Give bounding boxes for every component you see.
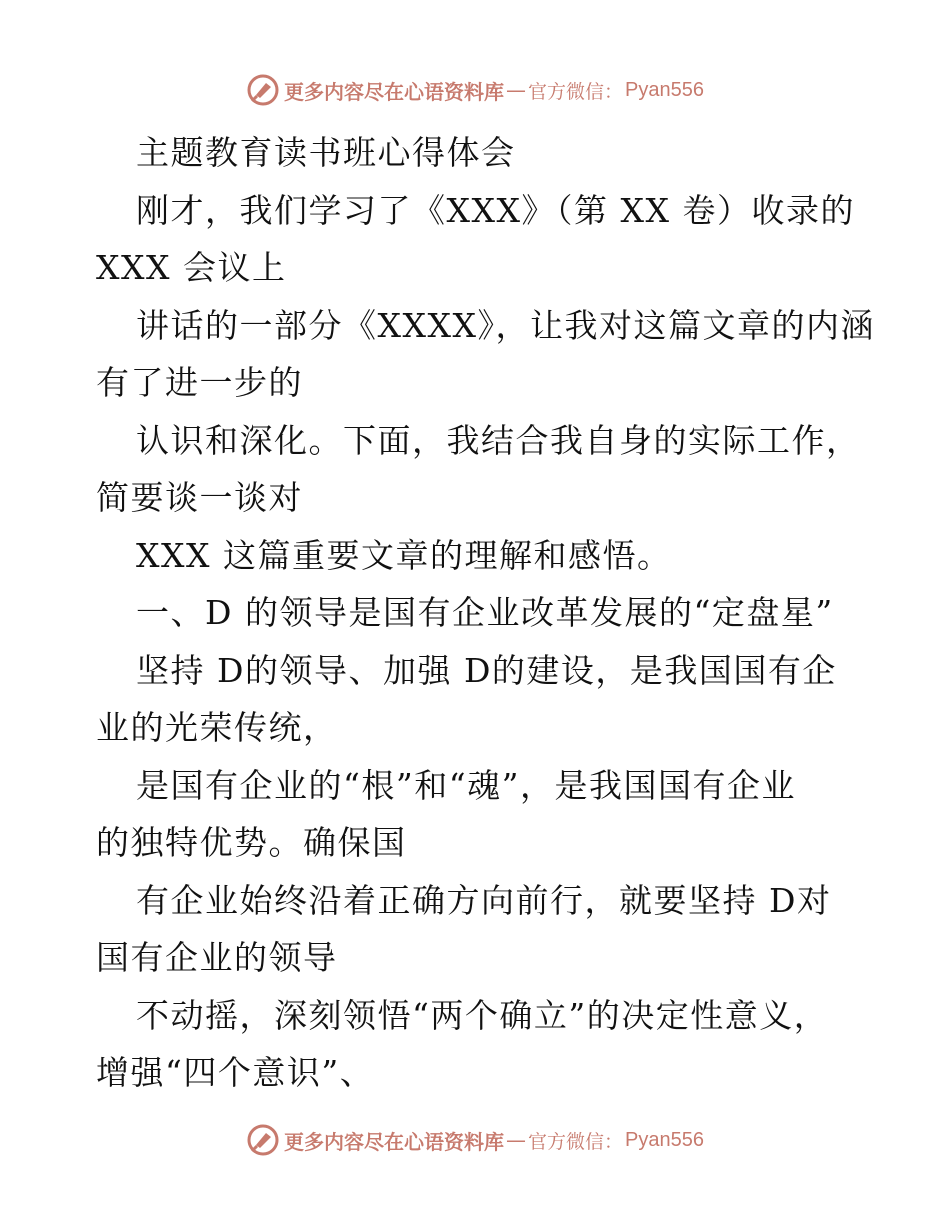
watermark-official-label: 官方微信： — [528, 1130, 624, 1153]
footer-watermark — [0, 1120, 950, 1160]
text-line: 增强“四个意识”、 — [96, 1053, 375, 1092]
watermark-dash: — — [506, 78, 526, 102]
text-line: 一、D 的领导是国有企业改革发展的“定盘星” — [136, 593, 834, 632]
pen-nib-logo-icon — [246, 1123, 280, 1157]
text-line: 国有企业的领导 — [96, 938, 338, 977]
watermark-wechat-id: Pyan556 — [625, 78, 704, 101]
text-line: 的独特优势。确保国 — [96, 823, 407, 862]
watermark-dash: — — [506, 1128, 526, 1152]
document-body — [96, 124, 875, 1102]
text-line: 是国有企业的“根”和“魂”，是我国国有企业 — [136, 765, 796, 805]
watermark-wechat-id: Pyan556 — [625, 1128, 704, 1151]
text-line: 讲话的一部分《XXXX》，让我对这篇文章的内涵 — [136, 305, 875, 345]
text-line: 简要谈一谈对 — [96, 478, 303, 517]
text-line: 有企业始终沿着正确方向前行，就要坚持 D对 — [136, 880, 832, 920]
watermark-main-text: 更多内容尽在心语资料库 — [284, 1129, 504, 1154]
text-line: XXX 会议上 — [96, 248, 287, 287]
text-line: 不动摇，深刻领悟“两个确立”的决定性意义， — [136, 995, 829, 1035]
text-line: 认识和深化。下面，我结合我自身的实际工作， — [136, 420, 861, 460]
text-line: XXX 这篇重要文章的理解和感悟。 — [136, 535, 672, 575]
header-watermark — [0, 70, 950, 110]
text-line: 坚持 D的领导、加强 D的建设，是我国国有企 — [136, 650, 837, 690]
text-line: 业的光荣传统， — [96, 708, 338, 747]
text-line: 主题教育读书班心得体会 — [136, 133, 516, 172]
text-line: 有了进一步的 — [96, 363, 303, 402]
text-line: 刚才，我们学习了《XXX》（第 XX 卷）收录的 — [136, 190, 855, 230]
watermark-official-label: 官方微信： — [528, 80, 624, 103]
pen-nib-logo-icon — [246, 73, 280, 107]
watermark-main-text: 更多内容尽在心语资料库 — [284, 79, 504, 104]
